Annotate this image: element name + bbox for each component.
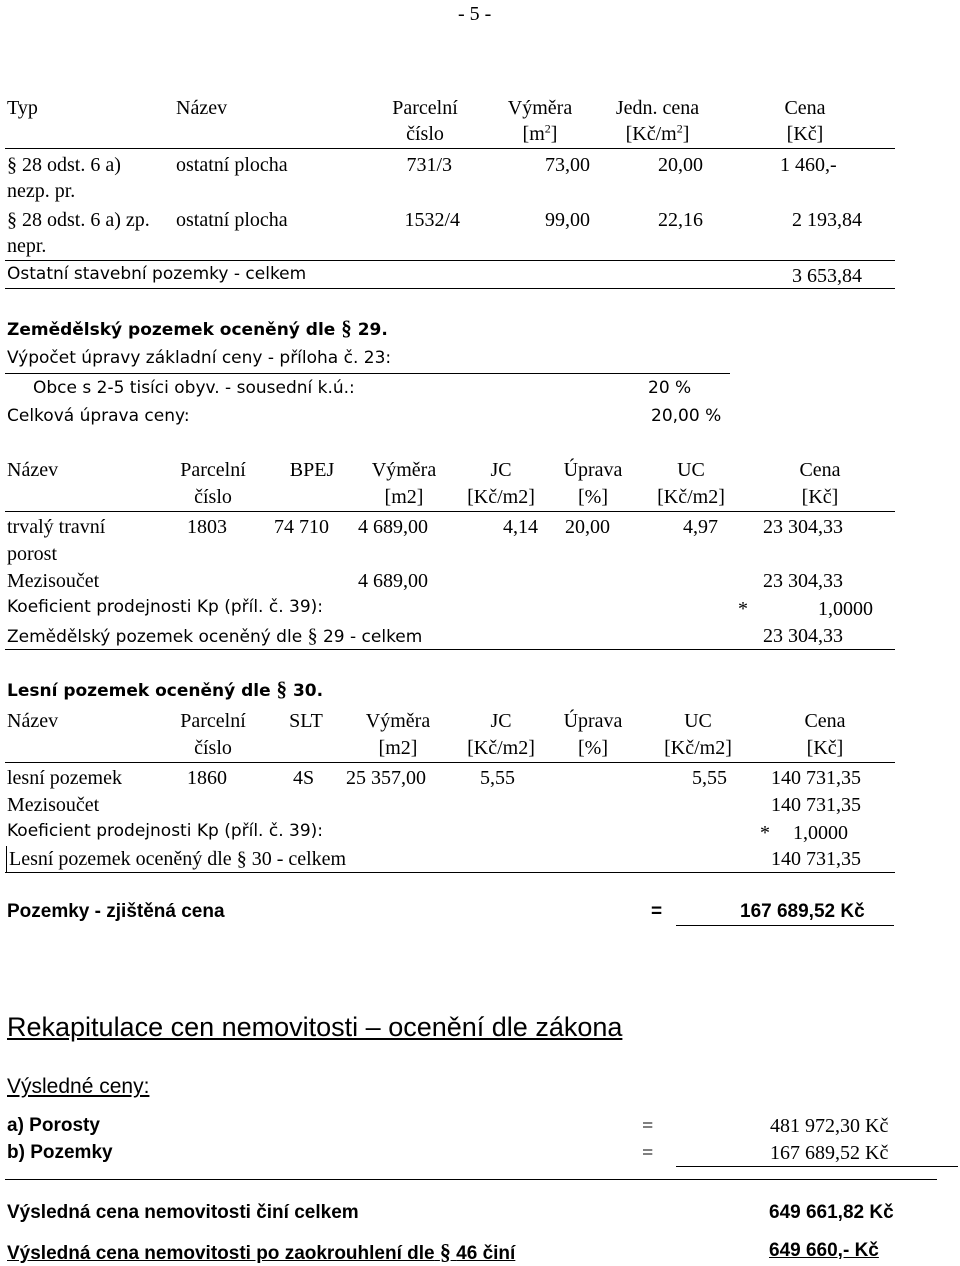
s2-koeficient-label: Koeficient prodejnosti Kp (příl. č. 39): xyxy=(7,597,324,617)
rekapitulace-title: Rekapitulace cen nemovitosti – ocenění dle zákona xyxy=(7,1012,623,1042)
vysledne-ceny-subtitle: Výsledné ceny: xyxy=(7,1075,150,1098)
section-sign: § xyxy=(236,848,247,870)
s3-header-jc: JC xyxy=(490,710,512,732)
s2-row-nazev-cont: porost xyxy=(7,543,57,565)
header-vymera-unit: $[m^2]$ xyxy=(522,121,558,145)
rekap-item-pozemky-eq: = xyxy=(642,1142,654,1164)
s3-header-vymera: Výměra xyxy=(365,710,431,732)
s3-header-nazev: Název xyxy=(7,710,59,732)
s3-header-slt: SLT xyxy=(289,710,323,732)
s3-text-cursor xyxy=(6,846,7,872)
s2-header-rule xyxy=(5,511,895,512)
s2-header-cena-unit: [Kč] xyxy=(801,486,839,508)
s3-header-uprava: Úprava xyxy=(563,710,623,732)
row1-cena: 1 460,- xyxy=(780,154,837,176)
s2-row-jc: 4,14 xyxy=(503,516,538,538)
celkova-uprava-value: 20,00 % xyxy=(651,406,722,426)
s2-header-jc: JC xyxy=(490,459,512,481)
s3-header-cena-unit: [Kč] xyxy=(806,737,844,759)
s2-header-uc: UC xyxy=(677,459,705,481)
s2-mezisoucet-label: Mezisoučet xyxy=(7,570,100,592)
s2-header-cislo: číslo xyxy=(194,486,232,508)
row2-vymera: 99,00 xyxy=(545,209,590,231)
rows-rule xyxy=(5,260,895,261)
s3-row-parcela: 1860 xyxy=(187,767,227,789)
s2-celkem-rule xyxy=(5,649,895,650)
pozemky-rule xyxy=(676,925,894,926)
row1-typ-cont: nezp. pr. xyxy=(7,180,76,202)
s3-row-uc: 5,55 xyxy=(692,767,727,789)
section-sign: § xyxy=(307,625,318,647)
s3-header-jc-unit: [Kč/m2] xyxy=(467,737,535,759)
s3-celkem-label: Lesní pozemek oceněný dle § 30 - celkem xyxy=(9,848,347,870)
celkova-uprava-label: Celková úprava ceny: xyxy=(7,406,190,426)
obce-value: 20 % xyxy=(648,378,692,398)
row2-parcela: 1532/4 xyxy=(404,209,460,231)
s2-header-parcelni: Parcelní xyxy=(180,459,246,481)
s2-row-vymera: 4 689,00 xyxy=(358,516,428,538)
s3-header-rule xyxy=(5,762,895,763)
s2-koeficient-value: 1,0000 xyxy=(818,598,873,620)
rekap-rule xyxy=(5,1179,937,1180)
row2-nazev: ostatní plocha xyxy=(176,209,288,231)
section-sign: § xyxy=(341,316,352,340)
zaokrouhleni-label: Výsledná cena nemovitosti po zaokrouhlení dle § 46 činí xyxy=(7,1239,516,1264)
section1-total-label: Ostatní stavební pozemky - celkem xyxy=(7,264,307,284)
header-typ: Typ xyxy=(7,97,38,119)
s3-row-nazev: lesní pozemek xyxy=(7,767,122,789)
s2-row-nazev: trvalý travní xyxy=(7,516,106,538)
s3-row-slt: 4S xyxy=(293,767,315,789)
obce-label: Obce s 2-5 tisíci obyv. - sousední k.ú.: xyxy=(33,378,355,398)
s2-header-vymera: Výměra xyxy=(371,459,437,481)
uprava-rule xyxy=(5,373,730,374)
s3-header-vymera-unit: [m2] xyxy=(378,737,418,759)
section3-title: Lesní pozemek oceněný dle § 30. xyxy=(7,677,324,701)
s2-row-bpej: 74 710 xyxy=(274,516,329,538)
s3-mezisoucet-cena: 140 731,35 xyxy=(771,794,861,816)
s3-header-uprava-unit: [%] xyxy=(578,737,608,759)
s3-header-uc-unit: [Kč/m2] xyxy=(664,737,732,759)
pozemky-eq: = xyxy=(651,901,663,922)
header-rule xyxy=(5,148,895,149)
s2-header-uprava: Úprava xyxy=(563,459,623,481)
s2-row-cena: 23 304,33 xyxy=(763,516,843,538)
rekap-item-pozemky-label: b) Pozemky xyxy=(7,1142,113,1163)
s3-koeficient-label: Koeficient prodejnosti Kp (příl. č. 39): xyxy=(7,821,324,841)
row2-typ: § 28 odst. 6 a) zp. xyxy=(7,209,150,231)
s3-row-cena: 140 731,35 xyxy=(771,767,861,789)
header-cislo: číslo xyxy=(406,123,444,145)
header-jedn-unit: $[Kč/m^2]$ xyxy=(625,121,690,145)
section-sign: § xyxy=(7,154,17,176)
s2-header-bpej: BPEJ xyxy=(289,459,335,481)
rekap-pozemky-rule xyxy=(676,1166,958,1167)
s2-header-jc-unit: [Kč/m2] xyxy=(467,486,535,508)
total-rule xyxy=(5,288,895,289)
s2-header-cena: Cena xyxy=(799,459,841,481)
header-cena: Cena xyxy=(784,97,826,119)
rekap-item-porosty-label: a) Porosty xyxy=(7,1115,100,1136)
section-sign: § xyxy=(276,677,288,701)
s3-celkem-value: 140 731,35 xyxy=(771,848,861,870)
s2-row-uprava: 20,00 xyxy=(565,516,610,538)
s3-row-vymera: 25 357,00 xyxy=(346,767,426,789)
row1-nazev: ostatní plocha xyxy=(176,154,288,176)
rekap-item-pozemky-value: 167 689,52 Kč xyxy=(770,1142,889,1164)
uprava-title: Výpočet úpravy základní ceny - příloha č. 23: xyxy=(7,348,392,368)
s2-header-nazev: Název xyxy=(7,459,59,481)
row1-typ: § 28 odst. 6 a) xyxy=(7,154,121,176)
s2-celkem-value: 23 304,33 xyxy=(763,625,843,647)
celkem-value: 649 661,82 Kč xyxy=(769,1202,894,1223)
s3-header-cislo: číslo xyxy=(194,737,232,759)
s2-header-vymera-unit: [m2] xyxy=(384,486,424,508)
rekap-item-porosty-value: 481 972,30 Kč xyxy=(770,1115,889,1137)
header-nazev: Název xyxy=(176,97,228,119)
s3-mezisoucet-label: Mezisoučet xyxy=(7,794,100,816)
row1-jedn: 20,00 xyxy=(658,154,703,176)
zaokrouhleni-value: 649 660,- Kč xyxy=(769,1240,879,1261)
row2-jedn: 22,16 xyxy=(658,209,703,231)
section2-title: Zemědělský pozemek oceněný dle § 29. xyxy=(7,316,388,340)
s2-celkem-label: Zemědělský pozemek oceněný dle § 29 - celkem xyxy=(7,625,423,647)
header-vymera: Výměra xyxy=(507,97,573,119)
celkem-label: Výsledná cena nemovitosti činí celkem xyxy=(7,1202,359,1223)
header-jedn-cena: Jedn. cena xyxy=(615,97,700,119)
section-sign: § xyxy=(7,209,17,231)
page-number: - 5 - xyxy=(458,3,492,25)
s3-header-cena: Cena xyxy=(804,710,846,732)
s2-header-uc-unit: [Kč/m2] xyxy=(657,486,725,508)
header-parcelni: Parcelní xyxy=(392,97,458,119)
s2-row-uc: 4,97 xyxy=(683,516,718,538)
section1-total-value: 3 653,84 xyxy=(792,265,862,287)
row1-vymera: 73,00 xyxy=(545,154,590,176)
s3-row-jc: 5,55 xyxy=(480,767,515,789)
s2-header-uprava-unit: [%] xyxy=(578,486,608,508)
s2-row-parcela: 1803 xyxy=(187,516,227,538)
header-cena-unit: [Kč] xyxy=(786,123,824,145)
s3-header-parcelni: Parcelní xyxy=(180,710,246,732)
row2-typ-cont: nepr. xyxy=(7,235,47,257)
row1-parcela: 731/3 xyxy=(406,154,452,176)
s3-celkem-rule xyxy=(5,872,895,873)
pozemky-label: Pozemky - zjištěná cena xyxy=(7,901,225,922)
rekap-item-porosty-eq: = xyxy=(642,1115,654,1137)
s2-koeficient-star: * xyxy=(738,598,748,620)
s3-koeficient-star: * xyxy=(760,822,770,844)
s3-header-uc: UC xyxy=(684,710,712,732)
pozemky-value: 167 689,52 Kč xyxy=(740,901,865,922)
s2-mezisoucet-vymera: 4 689,00 xyxy=(358,570,428,592)
s3-koeficient-value: 1,0000 xyxy=(793,822,848,844)
row2-cena: 2 193,84 xyxy=(792,209,862,231)
section-sign: § xyxy=(439,1239,451,1264)
s2-mezisoucet-cena: 23 304,33 xyxy=(763,570,843,592)
